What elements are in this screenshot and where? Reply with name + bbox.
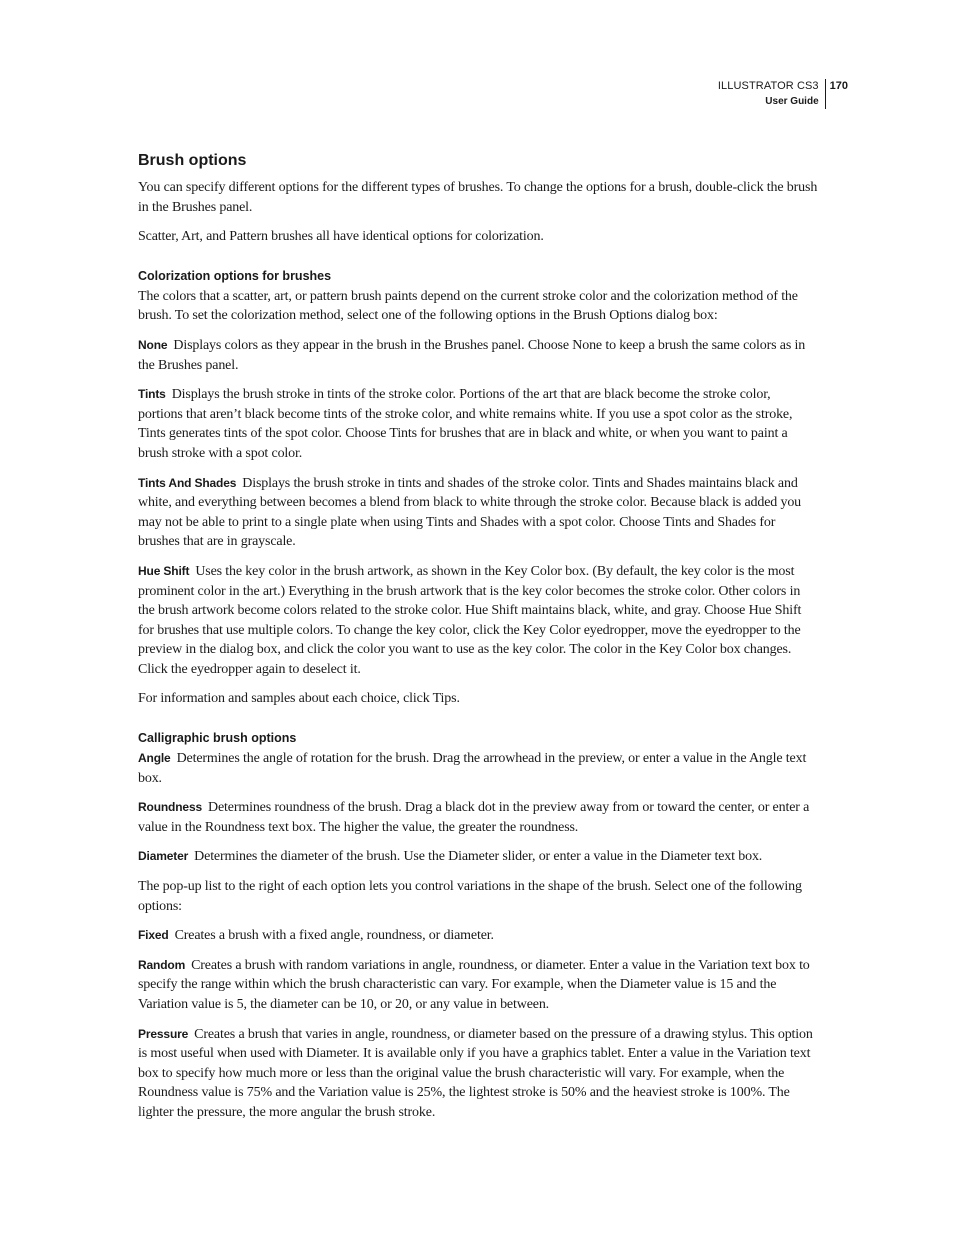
option-term: Hue Shift (138, 563, 190, 578)
option-term: Fixed (138, 928, 169, 943)
option-term: Pressure (138, 1026, 189, 1041)
spacer (138, 257, 818, 267)
section-title: Brush options (138, 152, 247, 169)
option-term: Angle (138, 751, 171, 766)
colorization-outro: For information and samples about each choice, click Tips. (138, 691, 460, 707)
option-text: Creates a brush that varies in angle, roundness, or diameter based on the pressure of a drawing stylus. This option is most useful when used with Diameter. It is available only if you have a graphics tablet. Enter a value in the Variation text box to specify how much more or less than the original value the brush characteristic will vary. For example, when the Roundness value is 75% and the Variation value is 25%, the lightest stroke is 50% and the heaviest stroke is 100%. The lighter the pressure, the more angular the brush stroke. (138, 1026, 813, 1120)
variation-pressure (138, 1025, 818, 1123)
option-tints (138, 385, 818, 463)
page-content (138, 150, 818, 1133)
colorization-heading: Colorization options for brushes (138, 268, 332, 283)
option-tints-and-shades (138, 474, 818, 552)
option-term: Tints (138, 387, 166, 402)
option-text: Uses the key color in the brush artwork, as shown in the Key Color box. (By default, the key color is the most prominent color in the art.) Everything in the brush artwork that is the key color becomes the stroke color. Other colors in the brush artwork become colors related to the stroke color. Hue Shift maintains black, white, and gray. Choose Hue Shift for brushes that use multiple colors. To change the key color, click the Key Color eyedropper, move the eyedropper to the preview in the dialog box, and click the color you want to use as the key color. The color in the Key Color box changes. Click the eyedropper again to deselect it. (138, 563, 802, 677)
option-term: Roundness (138, 800, 202, 815)
option-text: Determines roundness of the brush. Drag a black dot in the preview away from or toward the center, or enter a value in the Roundness text box. The higher the value, the greater the roundness. (138, 800, 810, 835)
intro-paragraph-1: You can specify different options for the different types of brushes. To change the options for a brush, double-click the brush in the Brushes panel. (138, 180, 818, 215)
option-roundness (138, 798, 818, 837)
option-text: Displays the brush stroke in tints and shades of the stroke color. Tints and Shades maintains black and white, and everything between becomes a blend from black to white through the stroke color. Because black is added you may not be able to print to a single plate when using Tints and Shades with a spot color. Choose Tints and Shades for brushes that are in grayscale. (138, 475, 802, 550)
page-header (718, 79, 848, 109)
popup-intro: The pop-up list to the right of each option lets you control variations in the shape of the brush. Select one of the following options: (138, 879, 802, 914)
guide-name: User Guide (765, 96, 819, 107)
calligraphic-heading: Calligraphic brush options (138, 731, 297, 746)
variation-fixed (138, 926, 818, 946)
header-text (718, 79, 826, 109)
intro-paragraph-2: Scatter, Art, and Pattern brushes all have identical options for colorization. (138, 229, 544, 245)
option-term: Random (138, 957, 186, 972)
option-hue-shift (138, 562, 818, 680)
option-text: Creates a brush with random variations in angle, roundness, or diameter. Enter a value in the Variation text box to specify the range within which the brush characteristic can vary. For example, when the Diameter value is 15 and the Variation value is 5, the diameter can be 10, or 20, or any value in between. (138, 957, 810, 1012)
option-diameter (138, 847, 818, 867)
option-angle (138, 749, 818, 788)
page-number: 170 (829, 80, 848, 92)
option-text: Displays the brush stroke in tints of the stroke color. Portions of the art that are black become the stroke color, portions that aren’t black become tints of the stroke color, and white remains white. If you use a spot color as the stroke, Tints generates tints of the spot color. Choose Tints for brushes that are in black and white, or when you want to paint a brush stroke with a spot color. (138, 387, 793, 461)
option-term: None (138, 337, 168, 352)
option-text: Determines the diameter of the brush. Use the Diameter slider, or enter a value in the Diameter text box. (194, 849, 763, 865)
option-term: Diameter (138, 849, 189, 864)
option-text: Creates a brush with a fixed angle, roundness, or diameter. (174, 928, 494, 944)
variation-random (138, 956, 818, 1015)
product-name: ILLUSTRATOR CS3 (717, 80, 819, 92)
option-text: Determines the angle of rotation for the brush. Drag the arrowhead in the preview, or enter a value in the Angle text box. (138, 751, 807, 786)
spacer (138, 719, 818, 729)
option-text: Displays colors as they appear in the brush in the Brushes panel. Choose None to keep a brush the same colors as in the Brushes panel. (138, 337, 806, 373)
colorization-intro: The colors that a scatter, art, or pattern brush paints depend on the current stroke color and the colorization method of the brush. To set the colorization method, select one of the following options in the Brush Options dialog box: (138, 288, 798, 324)
option-term: Tints And Shades (138, 475, 237, 490)
option-none (138, 336, 818, 375)
